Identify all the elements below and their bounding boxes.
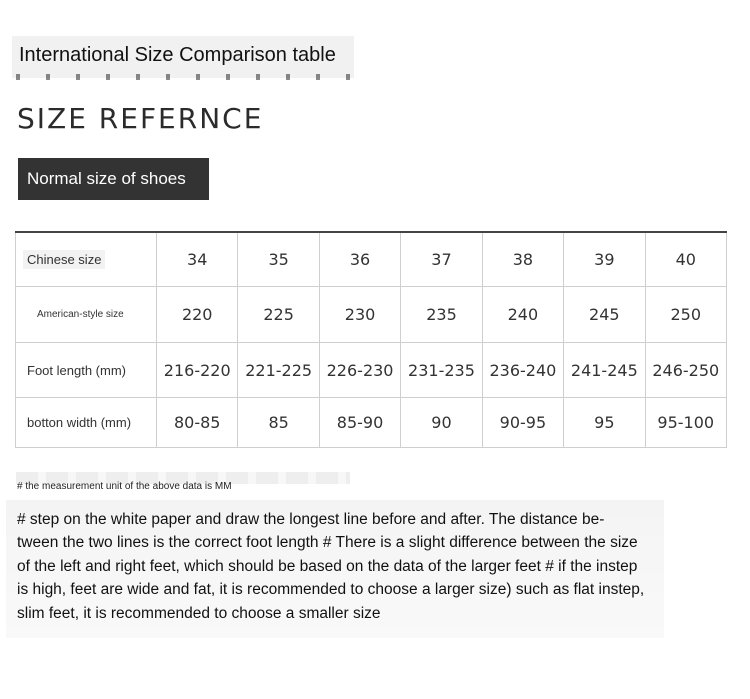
row-label (16, 232, 157, 287)
table-cell: 225 (238, 287, 319, 343)
table-cell: 245 (564, 287, 645, 343)
table-cell: 90 (401, 398, 482, 448)
unit-note: # the measurement unit of the above data is MM (17, 481, 232, 492)
table-cell: 35 (238, 232, 319, 287)
size-reference-heading: SIZE REFERNCE (17, 102, 264, 135)
table-row-american-size (16, 287, 727, 343)
table-cell: 95-100 (645, 398, 726, 448)
row-label-text: Chinese size (23, 250, 105, 269)
table-cell: 236-240 (482, 343, 563, 398)
table-cell: 39 (564, 232, 645, 287)
table-cell: 85 (238, 398, 319, 448)
table-cell: 40 (645, 232, 726, 287)
table-cell: 246-250 (645, 343, 726, 398)
table-cell: 230 (319, 287, 400, 343)
table-cell: 95 (564, 398, 645, 448)
row-label: Foot length (mm) (16, 343, 157, 398)
table-cell: 37 (401, 232, 482, 287)
table-cell: 235 (401, 287, 482, 343)
table-cell: 241-245 (564, 343, 645, 398)
table-row-foot-length (16, 343, 727, 398)
row-label: American-style size (16, 287, 157, 343)
section-label: Normal size of shoes (18, 158, 209, 200)
table-row-bottom-width (16, 398, 727, 448)
table-cell: 38 (482, 232, 563, 287)
table-cell: 36 (319, 232, 400, 287)
table-cell: 240 (482, 287, 563, 343)
table-cell: 221-225 (238, 343, 319, 398)
table-row-chinese-size (16, 232, 727, 287)
table-cell: 34 (157, 232, 238, 287)
row-label: botton width (mm) (16, 398, 157, 448)
size-table (15, 231, 727, 448)
table-cell: 250 (645, 287, 726, 343)
table-cell: 90-95 (482, 398, 563, 448)
page-title: International Size Comparison table (19, 44, 336, 66)
table-cell: 226-230 (319, 343, 400, 398)
table-cell: 85-90 (319, 398, 400, 448)
table-cell: 80-85 (157, 398, 238, 448)
measurement-instructions: # step on the white paper and draw the longest line before and after. The distance be- tween the two lines is the correct foot length # There is a slight difference between the size of the left and right feet, which should be based on the data of the larger feet # if the instep is high, feet are wide and fat, it is recommended to choose a larger size) such as flat instep, slim feet, it is recommended to choose a smaller size (17, 511, 645, 622)
table-cell: 220 (157, 287, 238, 343)
table-cell: 216-220 (157, 343, 238, 398)
table-cell: 231-235 (401, 343, 482, 398)
